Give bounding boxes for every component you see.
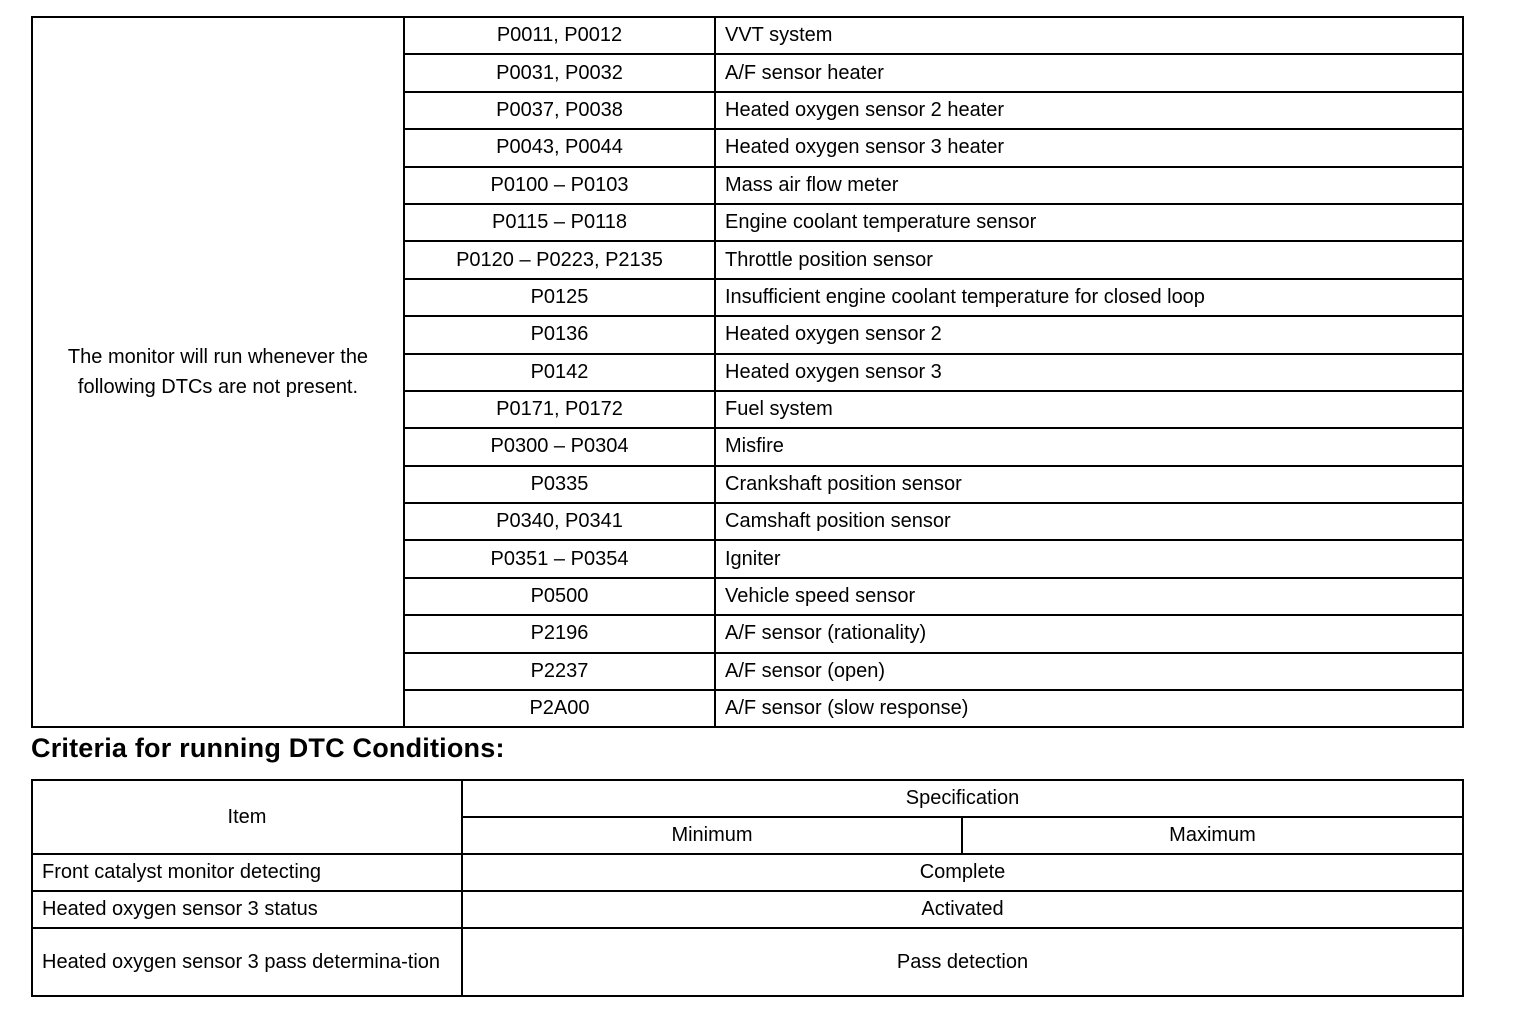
dtc-monitor-table <box>31 16 1464 728</box>
criteria-item: Heated oxygen sensor 3 pass determina-tion <box>32 928 462 996</box>
dtc-description: Fuel system <box>715 391 1463 428</box>
dtc-codes: P2196 <box>404 615 715 652</box>
dtc-description: Throttle position sensor <box>715 241 1463 278</box>
dtc-codes: P0031, P0032 <box>404 54 715 91</box>
dtc-description: Heated oxygen sensor 3 <box>715 354 1463 391</box>
dtc-codes: P0136 <box>404 316 715 353</box>
dtc-codes: P0300 – P0304 <box>404 428 715 465</box>
monitor-condition-text: The monitor will run whenever the following DTCs are not present. <box>32 17 404 727</box>
dtc-codes: P0351 – P0354 <box>404 540 715 577</box>
dtc-description: Crankshaft position sensor <box>715 466 1463 503</box>
criteria-value: Pass detection <box>462 928 1463 996</box>
dtc-description: VVT system <box>715 17 1463 54</box>
dtc-description: A/F sensor heater <box>715 54 1463 91</box>
dtc-codes: P0120 – P0223, P2135 <box>404 241 715 278</box>
header-minimum: Minimum <box>462 817 962 854</box>
criteria-table-body <box>32 780 1463 996</box>
dtc-codes: P0340, P0341 <box>404 503 715 540</box>
dtc-description: A/F sensor (slow response) <box>715 690 1463 727</box>
criteria-row <box>32 854 1463 891</box>
dtc-codes: P2237 <box>404 653 715 690</box>
criteria-heading: Criteria for running DTC Conditions: <box>31 733 505 763</box>
dtc-codes: P0043, P0044 <box>404 129 715 166</box>
header-maximum: Maximum <box>962 817 1463 854</box>
dtc-description: Vehicle speed sensor <box>715 578 1463 615</box>
dtc-description: Misfire <box>715 428 1463 465</box>
dtc-description: A/F sensor (open) <box>715 653 1463 690</box>
dtc-description: Heated oxygen sensor 2 <box>715 316 1463 353</box>
criteria-value: Activated <box>462 891 1463 928</box>
header-specification: Specification <box>462 780 1463 817</box>
criteria-value: Complete <box>462 854 1463 891</box>
dtc-codes: P0115 – P0118 <box>404 204 715 241</box>
criteria-row <box>32 928 1463 996</box>
dtc-codes: P0500 <box>404 578 715 615</box>
dtc-description: A/F sensor (rationality) <box>715 615 1463 652</box>
criteria-header-row <box>32 780 1463 817</box>
dtc-codes: P0100 – P0103 <box>404 167 715 204</box>
dtc-description: Insufficient engine coolant temperature for closed loop <box>715 279 1463 316</box>
dtc-description: Engine coolant temperature sensor <box>715 204 1463 241</box>
dtc-codes: P0171, P0172 <box>404 391 715 428</box>
criteria-row <box>32 891 1463 928</box>
dtc-codes: P0011, P0012 <box>404 17 715 54</box>
dtc-codes: P0335 <box>404 466 715 503</box>
criteria-item: Front catalyst monitor detecting <box>32 854 462 891</box>
dtc-description: Heated oxygen sensor 3 heater <box>715 129 1463 166</box>
dtc-codes: P0037, P0038 <box>404 92 715 129</box>
dtc-description: Mass air flow meter <box>715 167 1463 204</box>
criteria-item: Heated oxygen sensor 3 status <box>32 891 462 928</box>
dtc-table-body <box>32 17 1463 727</box>
dtc-codes: P0125 <box>404 279 715 316</box>
dtc-description: Camshaft position sensor <box>715 503 1463 540</box>
dtc-codes: P2A00 <box>404 690 715 727</box>
dtc-description: Heated oxygen sensor 2 heater <box>715 92 1463 129</box>
dtc-description: Igniter <box>715 540 1463 577</box>
header-item: Item <box>32 780 462 854</box>
criteria-table <box>31 779 1464 997</box>
dtc-codes: P0142 <box>404 354 715 391</box>
dtc-row <box>32 17 1463 54</box>
